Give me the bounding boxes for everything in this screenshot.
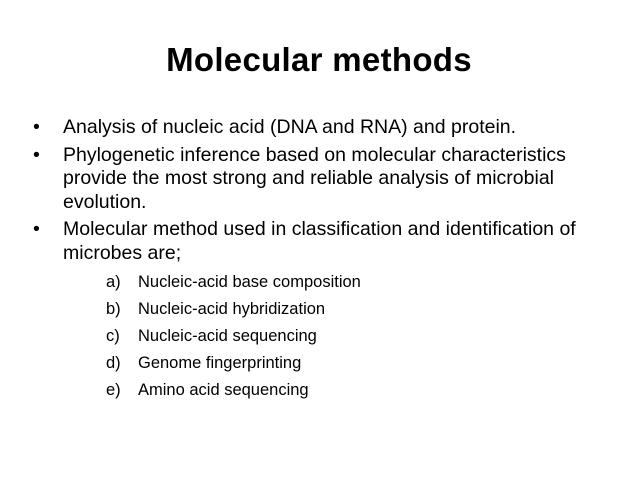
- sub-list-item: [63, 269, 610, 296]
- sub-item-text: Amino acid sequencing: [138, 381, 309, 399]
- bullet-marker: •: [33, 116, 40, 138]
- sub-item-text: Nucleic-acid hybridization: [138, 300, 326, 318]
- sub-item-text: Genome fingerprinting: [138, 354, 302, 372]
- sub-list-item: [63, 296, 610, 323]
- sub-list-item: [63, 323, 610, 350]
- sub-item-letter: b): [106, 300, 121, 318]
- bullet-text: Analysis of nucleic acid (DNA and RNA) and protein.: [63, 116, 517, 138]
- sub-list-item: [63, 377, 610, 404]
- sub-item-letter: d): [106, 354, 121, 372]
- bullet-marker: •: [33, 143, 40, 166]
- bullet-text: Molecular method used in classification and identification of microbes are;: [63, 218, 576, 264]
- sub-item-letter: e): [106, 381, 121, 399]
- bullet-item: [30, 218, 610, 404]
- slide-title: Molecular methods: [166, 41, 472, 78]
- bullet-item: [30, 144, 610, 215]
- sub-item-text: Nucleic-acid sequencing: [138, 327, 317, 345]
- bullet-item: [30, 116, 610, 140]
- sub-item-letter: c): [106, 327, 120, 345]
- sub-list: [63, 269, 610, 404]
- bullet-list: [30, 116, 610, 408]
- sub-item-text: Nucleic-acid base composition: [138, 273, 361, 291]
- sub-list-item: [63, 350, 610, 377]
- sub-item-letter: a): [106, 273, 121, 291]
- bullet-text: Phylogenetic inference based on molecular characteristics provide the most strong and reliable analysis of microbial evolution.: [63, 143, 566, 213]
- bullet-marker: •: [33, 218, 40, 240]
